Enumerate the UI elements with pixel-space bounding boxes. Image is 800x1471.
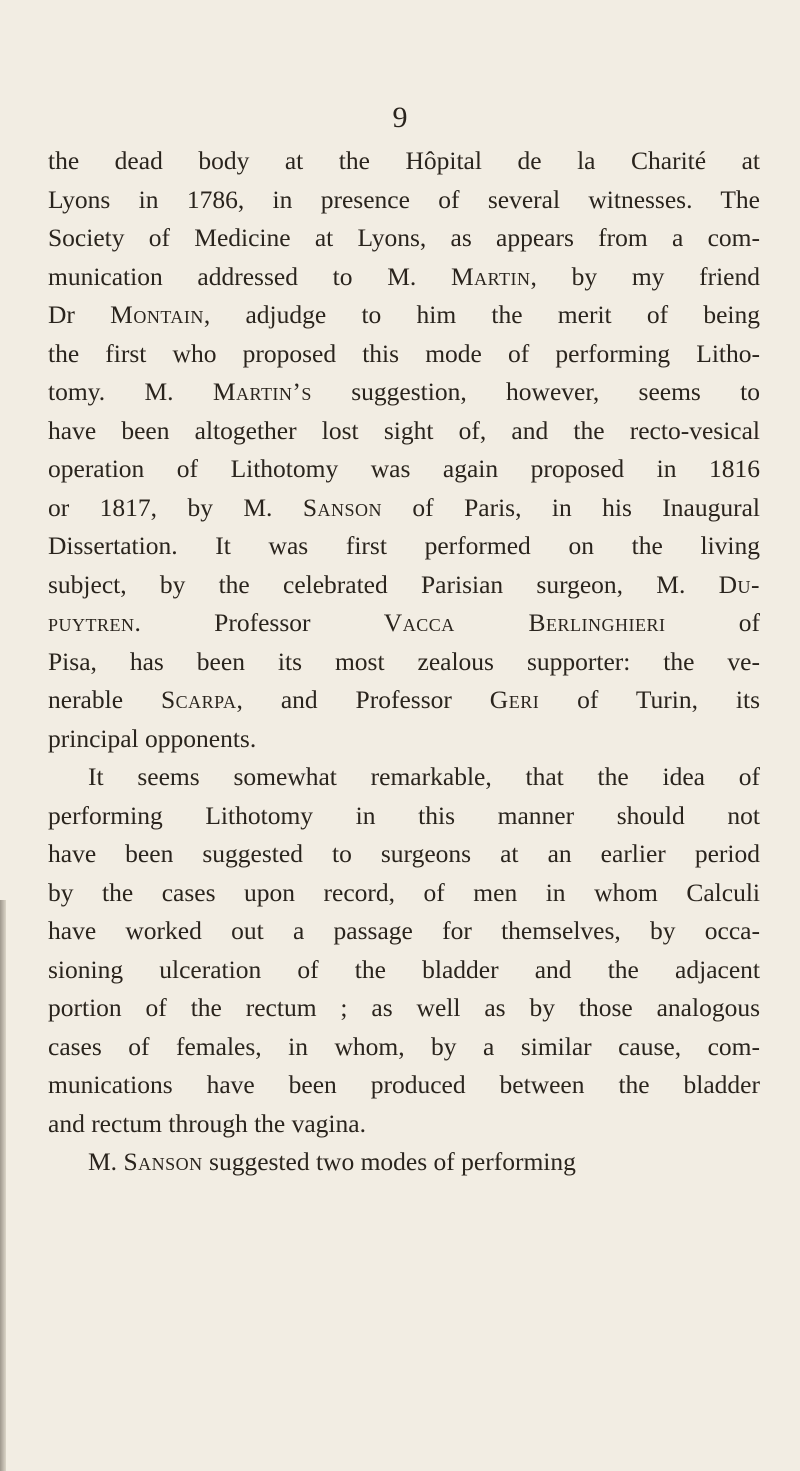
small-caps-name: Martin’s [212,377,312,406]
text-line [48,643,760,682]
text-segment: Pisa, has been its most zealous supporter: the ve- [48,646,760,676]
page-number: 9 [392,101,408,134]
text-segment: of Turin, its [539,685,760,714]
text-segment: have been altogether lost sight of, and the recto-vesical [48,415,760,445]
text-segment: suggested two modes of performing [202,1147,576,1176]
text-segment: , adjudge to him the merit of being [203,300,760,329]
text-segment: subject, by the celebrated Parisian surgeon, M. [48,569,719,599]
text-line [48,758,760,797]
text-line [48,296,760,335]
text-line [48,489,760,528]
text-segment: munication addressed to M. [48,261,451,291]
text-segment: portion of the rectum ; as well as by those analogous [48,993,760,1022]
text-segment: , by my friend [530,261,760,291]
text-segment: Lyons in 1786, in presence of several witnesses. The [48,184,760,214]
body-text [48,142,760,1182]
small-caps-name: Montain [110,300,204,329]
text-line [48,835,760,874]
text-segment: It seems somewhat remarkable, that the idea of [88,762,760,791]
small-caps-name: Vacca Berlinghieri [383,608,666,637]
text-segment: of Paris, in his Inaugural [382,492,760,522]
text-line [48,604,760,643]
text-segment: cases of females, in whom, by a similar cause, com- [48,1031,760,1061]
text-line [48,1105,760,1144]
text-segment: sioning ulceration of the bladder and the adjacent [48,954,760,984]
text-line [48,219,760,258]
text-segment: M. [88,1147,124,1176]
text-segment: have worked out a passage for themselves, by occa- [48,916,760,945]
text-line [48,258,760,297]
text-line [48,142,760,181]
text-segment: Dissertation. It was first performed on the living [48,531,760,560]
small-caps-name: Scarpa [160,685,237,714]
small-caps-name: Sanson [302,492,383,522]
text-line [48,720,760,759]
text-line [48,951,760,990]
text-line [48,1066,760,1105]
text-line [48,912,760,951]
text-line [48,1028,760,1067]
text-line [48,181,760,220]
text-line [48,681,760,720]
small-caps-name: Martin [450,261,531,291]
small-caps-name: Sanson [123,1147,203,1176]
small-caps-name: Du- [718,569,760,599]
text-segment: of [665,608,760,637]
text-line [48,1143,760,1182]
text-line [48,566,760,605]
text-segment: tomy. M. [48,377,213,406]
text-segment: principal opponents. [48,723,257,753]
text-segment: nerable [48,685,161,714]
text-segment: performing Lithotomy in this manner should not [48,800,760,830]
text-segment: suggestion, however, seems to [311,377,760,406]
text-line [48,797,760,836]
text-segment: operation of Lithotomy was again proposed in 1816 [48,454,760,483]
text-segment: the dead body at the Hôpital de la Charité at [48,146,760,175]
page-binding-shadow [0,900,6,1471]
text-line [48,874,760,913]
text-segment: by the cases upon record, of men in whom Calculi [48,877,760,907]
text-segment: the first who proposed this mode of performing Litho- [48,338,760,368]
small-caps-name: Geri [489,685,540,714]
text-line [48,373,760,412]
small-caps-name: puytren [48,608,135,637]
text-segment: or 1817, by M. [48,492,303,522]
text-segment: Society of Medicine at Lyons, as appears from a com- [48,223,760,252]
text-line [48,412,760,451]
text-segment: have been suggested to surgeons at an earlier period [48,839,760,868]
text-segment: Dr [48,300,111,329]
text-segment: , and Professor [236,685,490,714]
text-line [48,527,760,566]
text-segment: . Professor [134,608,384,637]
text-line [48,450,760,489]
text-line [48,989,760,1028]
text-line [48,335,760,374]
text-segment: and rectum through the vagina. [48,1108,366,1138]
text-segment: munications have been produced between the bladder [48,1070,760,1099]
